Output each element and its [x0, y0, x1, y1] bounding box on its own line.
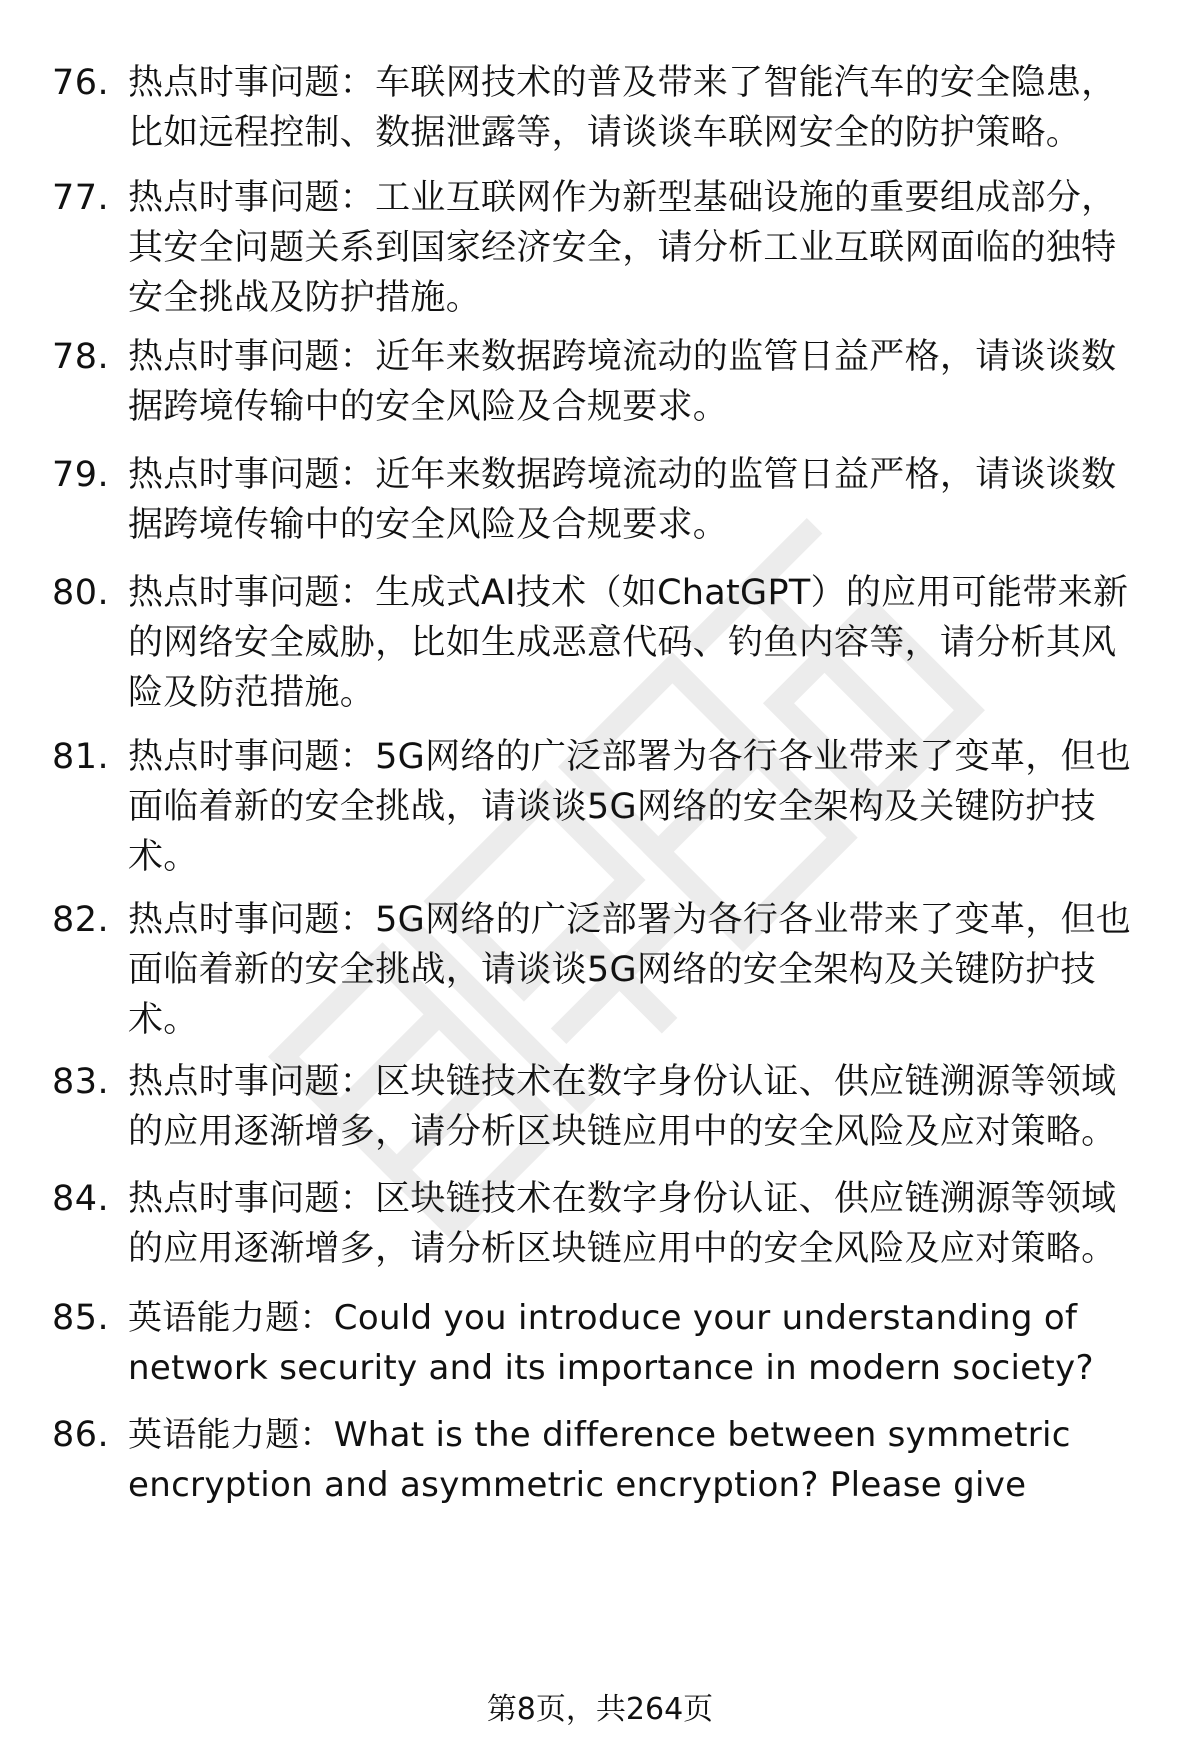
question-number: 76. — [52, 63, 110, 103]
question-number: 77. — [52, 178, 110, 218]
question-item — [52, 58, 1152, 158]
question-item — [52, 732, 1152, 882]
question-number: 82. — [52, 900, 110, 940]
question-number: 81. — [52, 737, 110, 777]
question-item — [52, 173, 1152, 323]
question-text: 热点时事问题：5G网络的广泛部署为各行各业带来了变革，但也面临着新的安全挑战，请谈谈5G网络的安全架构及关键防护技术。 — [128, 737, 1132, 877]
question-text: 热点时事问题：区块链技术在数字身份认证、供应链溯源等领域的应用逐渐增多，请分析区块链应用中的安全风险及应对策略。 — [128, 1062, 1117, 1152]
question-text: 热点时事问题：近年来数据跨境流动的监管日益严格，请谈谈数据跨境传输中的安全风险及合规要求。 — [128, 455, 1117, 545]
question-text: 热点时事问题：近年来数据跨境流动的监管日益严格，请谈谈数据跨境传输中的安全风险及合规要求。 — [128, 337, 1117, 427]
question-number: 83. — [52, 1062, 110, 1102]
question-item — [52, 1174, 1152, 1274]
question-item — [52, 450, 1152, 550]
question-text: 热点时事问题：5G网络的广泛部署为各行各业带来了变革，但也面临着新的安全挑战，请谈谈5G网络的安全架构及关键防护技术。 — [128, 900, 1132, 1040]
question-number: 84. — [52, 1179, 110, 1219]
question-text: 英语能力题：Could you introduce your understanding of network security and its importance in modern society? — [128, 1298, 1094, 1388]
question-item — [52, 568, 1152, 718]
question-item — [52, 1293, 1152, 1393]
question-number: 78. — [52, 337, 110, 377]
question-number: 79. — [52, 455, 110, 495]
question-text: 热点时事问题：区块链技术在数字身份认证、供应链溯源等领域的应用逐渐增多，请分析区块链应用中的安全风险及应对策略。 — [128, 1179, 1117, 1269]
question-text: 英语能力题：What is the difference between symmetric encryption and asymmetric encryption? Please give — [128, 1415, 1071, 1505]
page-footer: 第8页，共264页 — [486, 1692, 714, 1727]
question-number: 86. — [52, 1415, 110, 1455]
question-text: 热点时事问题：生成式AI技术（如ChatGPT）的应用可能带来新的网络安全威胁，比如生成恶意代码、钓鱼内容等，请分析其风险及防范措施。 — [128, 573, 1129, 713]
question-item — [52, 1057, 1152, 1157]
question-text: 热点时事问题：车联网技术的普及带来了智能汽车的安全隐患，比如远程控制、数据泄露等，请谈谈车联网安全的防护策略。 — [128, 63, 1117, 153]
question-number: 80. — [52, 573, 110, 613]
question-item — [52, 332, 1152, 432]
question-item — [52, 895, 1152, 1045]
question-number: 85. — [52, 1298, 110, 1338]
question-text: 热点时事问题：工业互联网作为新型基础设施的重要组成部分，其安全问题关系到国家经济安全，请分析工业互联网面临的独特安全挑战及防护措施。 — [128, 178, 1117, 318]
question-item — [52, 1410, 1152, 1510]
